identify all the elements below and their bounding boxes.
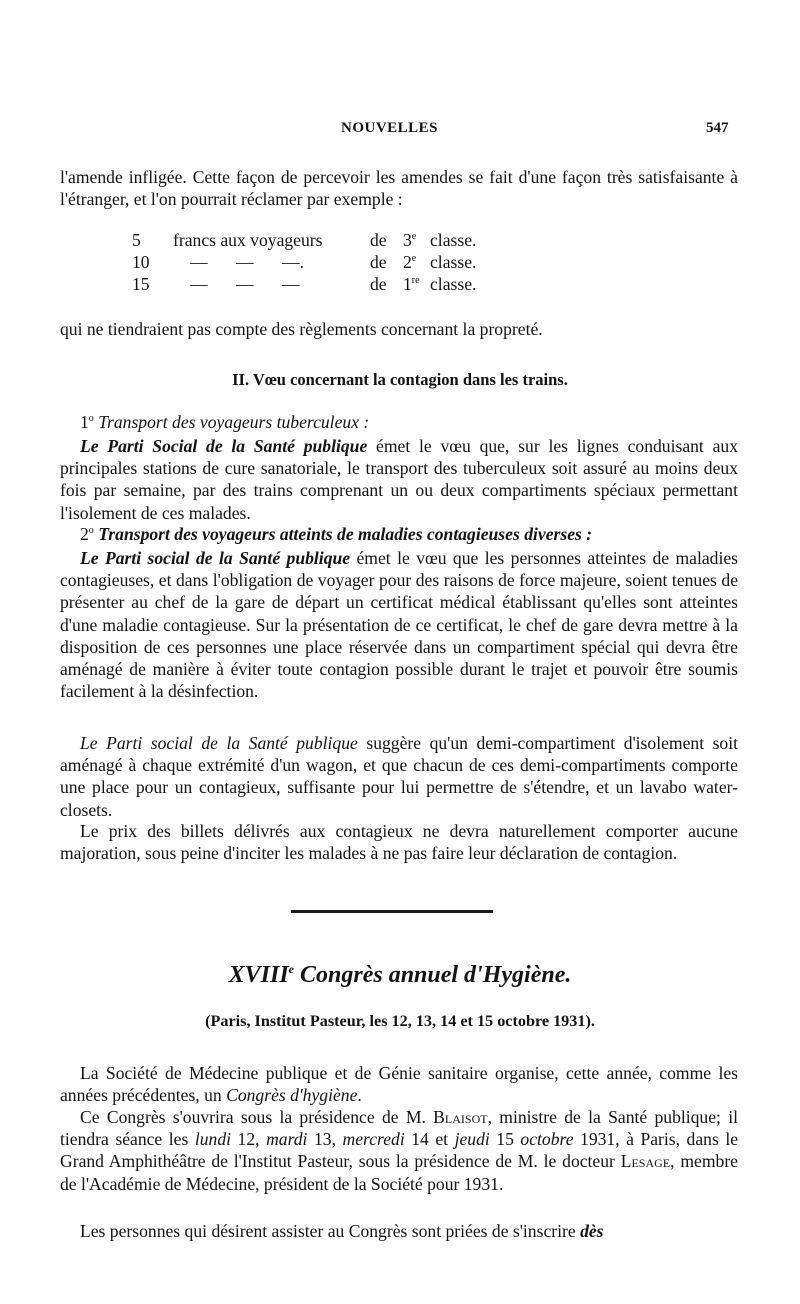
class-num: 3	[403, 230, 412, 250]
text-run: La Société de Médecine publique et de Génie sanitaire organise, cette année, comme les années précédentes, un	[60, 1063, 738, 1106]
item-sup: o	[88, 413, 94, 425]
party-name: Le Parti Social de la Santé publique	[80, 436, 368, 456]
item-number: 1	[80, 412, 89, 432]
fine-label: francs aux voyageurs	[173, 230, 323, 250]
text-run-italic: Congrès d'hygiène	[226, 1085, 358, 1106]
running-header-title: NOUVELLES	[341, 120, 439, 136]
item-heading-text: Transport des voyageurs atteints de maladies contagieuses diverses :	[98, 524, 593, 544]
congress-subtitle: (Paris, Institut Pasteur, les 12, 13, 14 et 15 octobre 1931).	[205, 1012, 595, 1030]
text-run: 14 et	[404, 1129, 455, 1150]
fine-class-word: classe.	[430, 230, 477, 250]
day-name: mardi	[266, 1129, 308, 1150]
text-run: 13,	[307, 1129, 343, 1150]
fine-amount: 5	[132, 230, 141, 250]
item-heading-text: Transport des voyageurs tuberculeux :	[98, 412, 370, 432]
class-sup: e	[411, 253, 417, 265]
item-2-paragraph	[60, 547, 738, 702]
congress-paragraph-3	[60, 1220, 738, 1242]
party-name: Le Parti social de la Santé publique	[80, 733, 358, 753]
item-1-heading	[80, 411, 738, 433]
fine-class	[403, 229, 416, 251]
section-divider	[291, 910, 493, 913]
fine-label: — — —.	[190, 252, 304, 272]
item-number: 2	[80, 524, 89, 544]
class-sup: e	[411, 231, 417, 243]
person-name: Lesage	[620, 1151, 671, 1172]
day-name: jeudi	[454, 1129, 490, 1150]
fine-label: — — —	[190, 274, 300, 294]
paragraph-body: émet le vœu que, sur les lignes conduisant aux principales stations de cure sanatoriale, le transport des tuberculeux soit assuré au moins deux fois par semaine, par des trains comprenant un ou deux compartiments spéciaux permettant l'isolement de ces malades.	[60, 436, 738, 523]
paragraph-ticket-price: Le prix des billets délivrés aux contagieux ne devra naturellement comporter aucune majoration, sous peine d'inciter les malades à ne pas faire leur déclaration de contagion.	[60, 821, 738, 864]
fine-de: de	[370, 274, 387, 294]
fine-amount: 15	[132, 274, 150, 294]
fine-class	[403, 251, 416, 273]
fine-class-word: classe.	[430, 252, 477, 272]
text-run: .	[357, 1085, 362, 1106]
fine-row	[0, 229, 800, 251]
text-run: , ministre de la Santé publique; il tiendra séance les	[60, 1107, 738, 1150]
class-num: 2	[403, 252, 412, 272]
congress-title	[0, 962, 800, 989]
congress-title-text: Congrès annuel d'Hygiène.	[294, 962, 572, 988]
after-fines-paragraph: qui ne tiendraient pas compte des règlements concernant la propreté.	[60, 319, 543, 339]
fine-de: de	[370, 252, 387, 272]
fine-row	[0, 273, 800, 295]
item-1-paragraph	[60, 435, 738, 524]
congress-roman: XVIII	[228, 962, 289, 988]
fine-de: de	[370, 230, 387, 250]
person-name: Blaisot	[433, 1107, 488, 1127]
item-sup: o	[88, 525, 94, 537]
day-name: mercredi	[342, 1129, 405, 1150]
month-name: octobre	[520, 1129, 574, 1150]
text-run: 1931, à Paris, dans le Grand Amphithéâtre de l'Institut Pasteur, sous la présidence de M. le docteur	[60, 1129, 739, 1172]
intro-paragraph: l'amende infligée. Cette façon de percevoir les amendes se fait d'une façon très satisfaisante à l'étranger, et l'on pourrait réclamer par exemple :	[60, 167, 738, 210]
text-run: Les personnes qui désirent assister au Congrès sont priées de s'inscrire	[80, 1221, 581, 1241]
fine-class-word: classe.	[430, 274, 477, 294]
text-run: Ce Congrès s'ouvrira sous la présidence de M.	[80, 1107, 434, 1127]
text-run: 15	[489, 1129, 521, 1150]
congress-paragraph-2	[60, 1106, 738, 1195]
congress-paragraph-1	[60, 1062, 738, 1106]
fines-table	[0, 229, 800, 295]
party-name: Le Parti social de la Santé publique	[80, 548, 351, 568]
fine-amount: 10	[132, 252, 150, 272]
section-heading: II. Vœu concernant la contagion dans les trains.	[232, 370, 568, 389]
paragraph-body: émet le vœu que les personnes atteintes de maladies contagieuses, et dans l'obligation de voyager pour des raisons de force majeure, soient tenues de présenter au chef de la gare de départ un certificat médical établissant qu'elles sont atteintes d'une maladie contagieuse. Sur la présentation de ce certificat, le chef de gare devra mettre à la disposition de ces personnes une place réservée dans un compartiment spécial qui devra être aménagé de manière à éviter toute contagion possible durant le trajet et pouvoir être soumis facilement à la désinfection.	[60, 548, 738, 702]
page-number: 547	[706, 120, 729, 136]
day-name: lundi	[194, 1129, 232, 1150]
class-sup: re	[411, 275, 420, 287]
item-2-heading	[80, 523, 738, 545]
paragraph-suggestion	[60, 732, 738, 821]
text-run: , membre de l'Académie de Médecine, président de la Société pour 1931.	[60, 1151, 738, 1194]
fine-class	[403, 273, 420, 295]
congress-sup: e	[288, 962, 294, 976]
text-run-italic: dès	[580, 1221, 604, 1241]
fine-row	[0, 251, 800, 273]
class-num: 1	[403, 274, 412, 294]
text-run: 12,	[231, 1129, 267, 1150]
paragraph-body: suggère qu'un demi-compartiment d'isolement soit aménagé à chaque extrémité d'un wagon, et que chacun de ces demi-compartiments comporte une place pour un contagieux, suffisante pour lui permettre de s'étendre, et un lavabo water-closets.	[60, 733, 739, 820]
